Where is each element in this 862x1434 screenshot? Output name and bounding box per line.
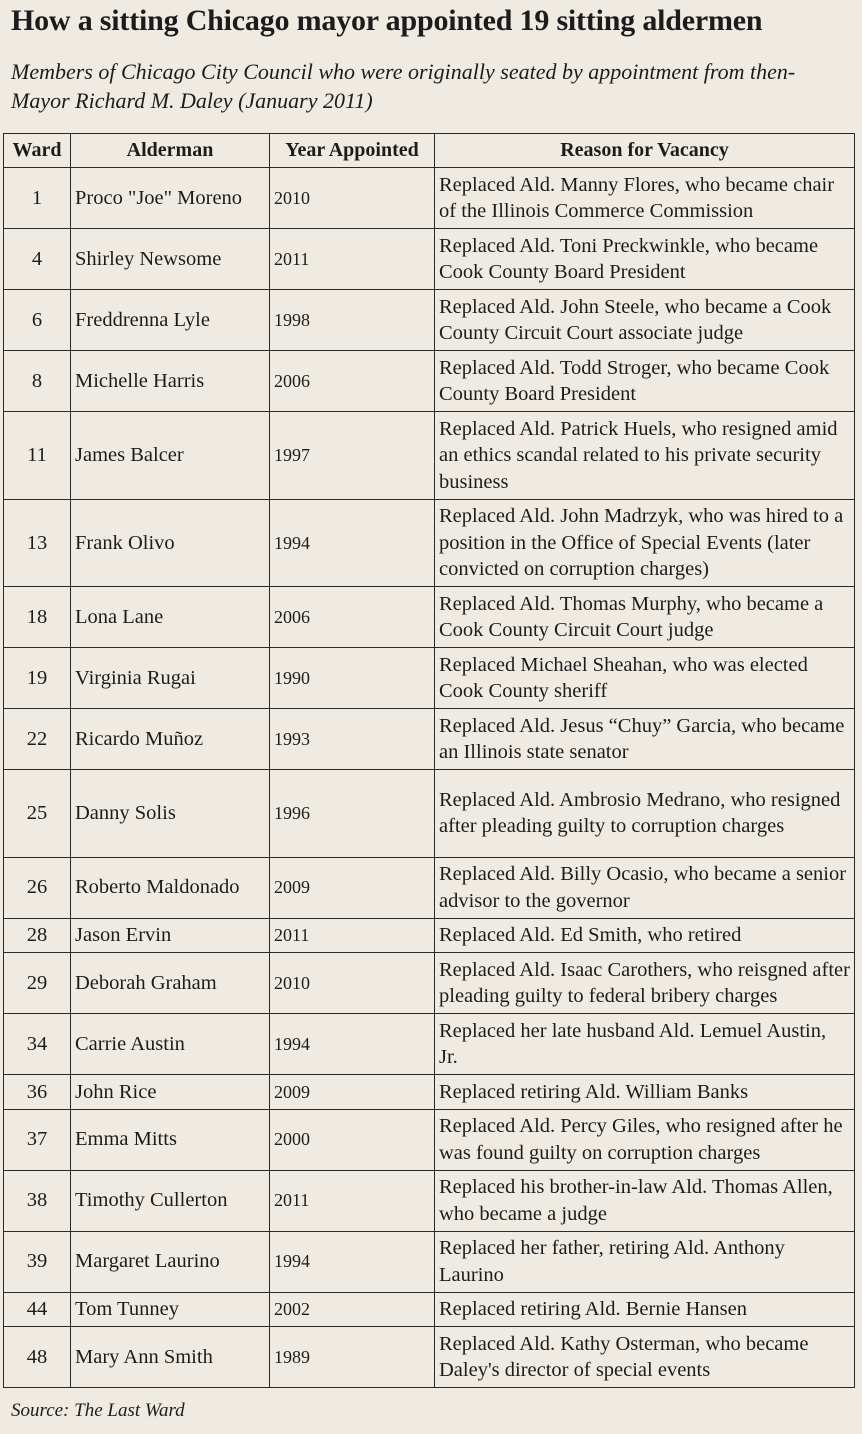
table-row (4, 1014, 855, 1075)
page-title: How a sitting Chicago mayor appointed 19 sitting aldermen (11, 4, 763, 37)
table-row (4, 1327, 855, 1388)
reason-cell: Replaced Ald. Billy Ocasio, who became a senior advisor to the governor (435, 857, 855, 918)
year-appointed-cell: 2010 (270, 168, 435, 229)
table-header-row (4, 134, 855, 168)
reason-cell: Replaced Ald. Ed Smith, who retired (435, 918, 855, 953)
reason-cell: Replaced her father, retiring Ald. Anthony Laurino (435, 1231, 855, 1292)
header-ward: Ward (4, 134, 71, 168)
year-appointed-cell: 2009 (270, 857, 435, 918)
ward-cell: 1 (4, 168, 71, 229)
year-appointed-cell: 1998 (270, 290, 435, 351)
table-row (4, 1075, 855, 1110)
header-reason-for-vacancy: Reason for Vacancy (435, 134, 855, 168)
table-row (4, 953, 855, 1014)
year-appointed-cell: 1994 (270, 1231, 435, 1292)
alderman-cell: Timothy Cullerton (71, 1170, 270, 1231)
ward-cell: 25 (4, 770, 71, 858)
reason-cell: Replaced Ald. Manny Flores, who became chair of the Illinois Commerce Commission (435, 168, 855, 229)
year-appointed-cell: 2006 (270, 587, 435, 648)
table-row (4, 229, 855, 290)
page-subtitle: Members of Chicago City Council who were originally seated by appointment from then-Mayor Richard M. Daley (January 2011) (11, 59, 796, 113)
ward-cell: 6 (4, 290, 71, 351)
table-row (4, 1109, 855, 1170)
year-appointed-cell: 2009 (270, 1075, 435, 1110)
aldermen-table (3, 133, 855, 1388)
year-appointed-cell: 1989 (270, 1327, 435, 1388)
alderman-cell: Margaret Laurino (71, 1231, 270, 1292)
table-row (4, 412, 855, 500)
ward-cell: 28 (4, 918, 71, 953)
reason-cell: Replaced Ald. Kathy Osterman, who became Daley's director of special events (435, 1327, 855, 1388)
table-row (4, 857, 855, 918)
year-appointed-cell: 1994 (270, 1014, 435, 1075)
reason-cell: Replaced Ald. Thomas Murphy, who became a Cook County Circuit Court judge (435, 587, 855, 648)
table-row (4, 648, 855, 709)
reason-cell: Replaced Ald. Toni Preckwinkle, who became Cook County Board President (435, 229, 855, 290)
reason-cell: Replaced Ald. John Madrzyk, who was hired to a position in the Office of Special Events (later convicted on corruption charges) (435, 499, 855, 587)
table-row (4, 290, 855, 351)
reason-cell: Replaced Michael Sheahan, who was elected Cook County sheriff (435, 648, 855, 709)
year-appointed-cell: 2011 (270, 229, 435, 290)
ward-cell: 44 (4, 1292, 71, 1327)
reason-cell: Replaced his brother-in-law Ald. Thomas Allen, who became a judge (435, 1170, 855, 1231)
alderman-cell: Shirley Newsome (71, 229, 270, 290)
header-alderman: Alderman (71, 134, 270, 168)
alderman-cell: Roberto Maldonado (71, 857, 270, 918)
ward-cell: 39 (4, 1231, 71, 1292)
table-row (4, 168, 855, 229)
ward-cell: 26 (4, 857, 71, 918)
ward-cell: 8 (4, 351, 71, 412)
alderman-cell: Virginia Rugai (71, 648, 270, 709)
table-row (4, 587, 855, 648)
table-row (4, 770, 855, 858)
ward-cell: 22 (4, 709, 71, 770)
alderman-cell: Deborah Graham (71, 953, 270, 1014)
table-row (4, 918, 855, 953)
reason-cell: Replaced Ald. Todd Stroger, who became Cook County Board President (435, 351, 855, 412)
table-row (4, 1231, 855, 1292)
year-appointed-cell: 1993 (270, 709, 435, 770)
table-row (4, 1292, 855, 1327)
alderman-cell: Emma Mitts (71, 1109, 270, 1170)
alderman-cell: John Rice (71, 1075, 270, 1110)
ward-cell: 11 (4, 412, 71, 500)
table-body (4, 168, 855, 1388)
ward-cell: 4 (4, 229, 71, 290)
table-row (4, 351, 855, 412)
alderman-cell: Mary Ann Smith (71, 1327, 270, 1388)
alderman-cell: Tom Tunney (71, 1292, 270, 1327)
table-row (4, 709, 855, 770)
year-appointed-cell: 2010 (270, 953, 435, 1014)
ward-cell: 36 (4, 1075, 71, 1110)
ward-cell: 18 (4, 587, 71, 648)
year-appointed-cell: 1996 (270, 770, 435, 858)
ward-cell: 29 (4, 953, 71, 1014)
alderman-cell: Michelle Harris (71, 351, 270, 412)
table-row (4, 499, 855, 587)
ward-cell: 34 (4, 1014, 71, 1075)
year-appointed-cell: 2011 (270, 918, 435, 953)
alderman-cell: Lona Lane (71, 587, 270, 648)
ward-cell: 19 (4, 648, 71, 709)
alderman-cell: Proco "Joe" Moreno (71, 168, 270, 229)
header-year-appointed: Year Appointed (270, 134, 435, 168)
ward-cell: 13 (4, 499, 71, 587)
reason-cell: Replaced Ald. Ambrosio Medrano, who resigned after pleading guilty to corruption charges (435, 770, 855, 858)
ward-cell: 37 (4, 1109, 71, 1170)
year-appointed-cell: 1994 (270, 499, 435, 587)
reason-cell: Replaced Ald. Jesus “Chuy” Garcia, who became an Illinois state senator (435, 709, 855, 770)
table-row (4, 1170, 855, 1231)
alderman-cell: Carrie Austin (71, 1014, 270, 1075)
source-note: Source: The Last Ward (11, 1400, 185, 1421)
year-appointed-cell: 1990 (270, 648, 435, 709)
reason-cell: Replaced Ald. Isaac Carothers, who reisgned after pleading guilty to federal bribery charges (435, 953, 855, 1014)
alderman-cell: Ricardo Muñoz (71, 709, 270, 770)
year-appointed-cell: 2002 (270, 1292, 435, 1327)
reason-cell: Replaced her late husband Ald. Lemuel Austin, Jr. (435, 1014, 855, 1075)
year-appointed-cell: 2011 (270, 1170, 435, 1231)
ward-cell: 38 (4, 1170, 71, 1231)
alderman-cell: Frank Olivo (71, 499, 270, 587)
reason-cell: Replaced Ald. John Steele, who became a Cook County Circuit Court associate judge (435, 290, 855, 351)
reason-cell: Replaced Ald. Patrick Huels, who resigned amid an ethics scandal related to his private security business (435, 412, 855, 500)
alderman-cell: James Balcer (71, 412, 270, 500)
year-appointed-cell: 2000 (270, 1109, 435, 1170)
alderman-cell: Danny Solis (71, 770, 270, 858)
reason-cell: Replaced Ald. Percy Giles, who resigned after he was found guilty on corruption charges (435, 1109, 855, 1170)
year-appointed-cell: 1997 (270, 412, 435, 500)
reason-cell: Replaced retiring Ald. William Banks (435, 1075, 855, 1110)
alderman-cell: Jason Ervin (71, 918, 270, 953)
reason-cell: Replaced retiring Ald. Bernie Hansen (435, 1292, 855, 1327)
alderman-cell: Freddrenna Lyle (71, 290, 270, 351)
ward-cell: 48 (4, 1327, 71, 1388)
year-appointed-cell: 2006 (270, 351, 435, 412)
